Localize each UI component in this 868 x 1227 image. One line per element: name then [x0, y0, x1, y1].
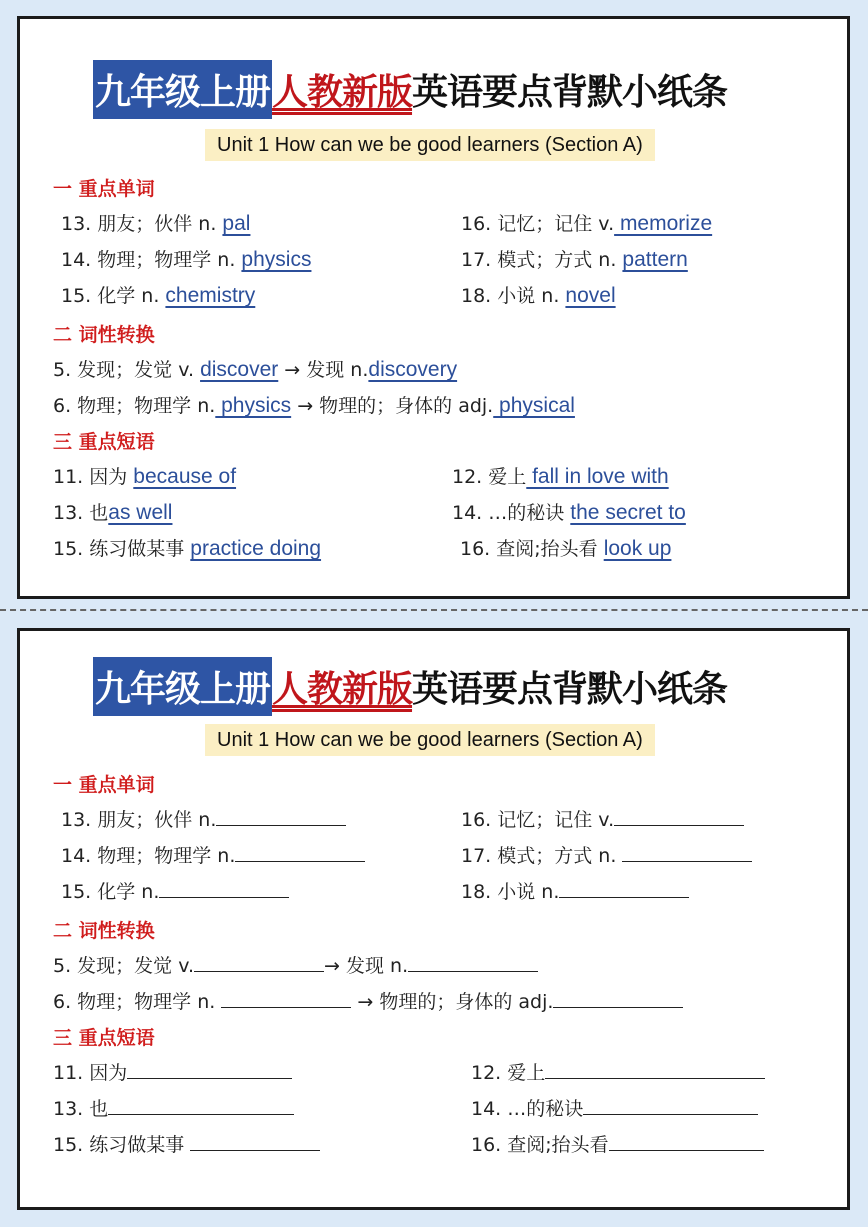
word-item-15 — [61, 281, 255, 308]
item-answer: chemistry — [165, 284, 256, 307]
phrase-item-11 — [53, 462, 236, 489]
item-prompt: 13. 也 — [53, 1098, 109, 1120]
item-prompt: 14. …的秘诀 — [471, 1098, 584, 1120]
word-item-15 — [61, 877, 289, 904]
word-item-14 — [61, 245, 311, 272]
item-prompt: 11. 因为 — [53, 466, 134, 488]
practice-sheet — [17, 628, 850, 1210]
section-conversion-heading: 二 词性转换 — [53, 324, 155, 346]
conversion-item-6 — [53, 987, 683, 1014]
phrase-item-12 — [452, 462, 669, 489]
word-item-17 — [461, 841, 752, 868]
item-prompt: 6. 物理；物理学 n. — [53, 991, 222, 1013]
answer-blank[interactable] — [221, 989, 351, 1008]
word-item-17 — [461, 245, 688, 272]
answer-blank[interactable] — [108, 1096, 294, 1115]
answer-blank[interactable] — [216, 807, 346, 826]
title-grade: 九年级上册 — [93, 60, 272, 119]
item-prompt: 15. 化学 n. — [61, 881, 160, 903]
conversion-item-6 — [53, 391, 575, 418]
phrase-item-14 — [452, 498, 686, 525]
item-prompt: 5. 发现；发觉 v. — [53, 359, 201, 381]
title-grade: 九年级上册 — [93, 657, 272, 716]
section-words-heading: 一 重点单词 — [53, 178, 155, 200]
word-item-13 — [61, 209, 250, 236]
item-prompt: 16. 查阅;抬头看 — [471, 1134, 609, 1156]
answer-blank[interactable] — [545, 1060, 765, 1079]
conversion-item-5 — [53, 951, 538, 978]
answer-blank[interactable] — [194, 953, 324, 972]
item-answer: discover — [200, 358, 279, 381]
answer-blank[interactable] — [614, 807, 744, 826]
answer-blank[interactable] — [559, 879, 689, 898]
answer-blank[interactable] — [159, 879, 289, 898]
item-prompt: 15. 练习做某事 — [53, 538, 191, 560]
phrase-item-15 — [53, 534, 321, 561]
answer-blank[interactable] — [190, 1132, 320, 1151]
item-prompt: → 物理的；身体的 adj. — [351, 991, 554, 1013]
item-answer: the secret to — [570, 501, 686, 524]
phrase-item-11 — [53, 1058, 292, 1085]
item-answer: pattern — [622, 248, 688, 271]
item-answer: practice doing — [190, 537, 322, 560]
item-answer: pal — [222, 212, 251, 235]
item-prompt: 16. 记忆；记住 v. — [461, 213, 615, 235]
item-answer: fall in love with — [526, 465, 669, 488]
answer-blank[interactable] — [609, 1132, 764, 1151]
cut-line — [0, 609, 868, 611]
answer-blank[interactable] — [622, 843, 752, 862]
answer-blank[interactable] — [553, 989, 683, 1008]
item-prompt: → 发现 n. — [278, 359, 369, 381]
item-prompt: → 物理的；身体的 adj. — [291, 395, 494, 417]
title-subject: 英语要点背默小纸条 — [412, 668, 728, 710]
unit-heading: Unit 1 How can we be good learners (Section A) — [205, 129, 655, 161]
page-title — [93, 655, 793, 717]
title-edition: 人教新版 — [272, 71, 413, 113]
item-answer: physical — [493, 394, 575, 417]
answer-blank[interactable] — [235, 843, 365, 862]
word-item-16 — [461, 805, 744, 832]
item-prompt: 17. 模式；方式 n. — [461, 845, 623, 867]
item-prompt: 17. 模式；方式 n. — [461, 249, 623, 271]
answer-blank[interactable] — [583, 1096, 758, 1115]
item-prompt: 18. 小说 n. — [461, 285, 566, 307]
item-answer: memorize — [614, 212, 713, 235]
item-prompt: 15. 化学 n. — [61, 285, 166, 307]
section-phrases-heading: 三 重点短语 — [53, 1027, 155, 1049]
phrase-item-16 — [471, 1130, 764, 1157]
item-answer: because of — [133, 465, 237, 488]
page-title — [93, 58, 793, 120]
item-prompt: 12. 爱上 — [471, 1062, 546, 1084]
item-answer: novel — [565, 284, 616, 307]
phrase-item-13 — [53, 1094, 294, 1121]
item-prompt: 13. 朋友；伙伴 n. — [61, 213, 223, 235]
phrase-item-16 — [460, 534, 671, 561]
item-prompt: → 发现 n. — [324, 955, 409, 977]
item-prompt: 14. 物理；物理学 n. — [61, 845, 236, 867]
item-prompt: 13. 朋友；伙伴 n. — [61, 809, 217, 831]
word-item-14 — [61, 841, 365, 868]
unit-heading: Unit 1 How can we be good learners (Section A) — [205, 724, 655, 756]
section-conversion-heading: 二 词性转换 — [53, 920, 155, 942]
item-answer: as well — [108, 501, 173, 524]
section-words-heading: 一 重点单词 — [53, 774, 155, 796]
word-item-16 — [461, 209, 712, 236]
answer-sheet — [17, 16, 850, 599]
section-phrases-heading: 三 重点短语 — [53, 431, 155, 453]
item-answer: physics — [241, 248, 312, 271]
item-prompt: 14. …的秘诀 — [452, 502, 571, 524]
item-prompt: 16. 查阅;抬头看 — [460, 538, 604, 560]
item-prompt: 16. 记忆；记住 v. — [461, 809, 615, 831]
item-prompt: 18. 小说 n. — [461, 881, 560, 903]
item-answer: discovery — [368, 358, 458, 381]
phrase-item-15 — [53, 1130, 320, 1157]
word-item-18 — [461, 281, 616, 308]
phrase-item-12 — [471, 1058, 765, 1085]
title-subject: 英语要点背默小纸条 — [412, 71, 728, 113]
phrase-item-13 — [53, 498, 172, 525]
item-answer: look up — [603, 537, 672, 560]
item-prompt: 12. 爱上 — [452, 466, 527, 488]
item-prompt: 6. 物理；物理学 n. — [53, 395, 216, 417]
word-item-13 — [61, 805, 346, 832]
item-prompt: 11. 因为 — [53, 1062, 128, 1084]
title-edition: 人教新版 — [272, 668, 413, 710]
item-prompt: 14. 物理；物理学 n. — [61, 249, 242, 271]
item-answer: physics — [215, 394, 292, 417]
conversion-item-5 — [53, 355, 457, 382]
item-prompt: 13. 也 — [53, 502, 109, 524]
phrase-item-14 — [471, 1094, 758, 1121]
item-prompt: 5. 发现；发觉 v. — [53, 955, 195, 977]
word-item-18 — [461, 877, 689, 904]
answer-blank[interactable] — [408, 953, 538, 972]
item-prompt: 15. 练习做某事 — [53, 1134, 191, 1156]
answer-blank[interactable] — [127, 1060, 292, 1079]
